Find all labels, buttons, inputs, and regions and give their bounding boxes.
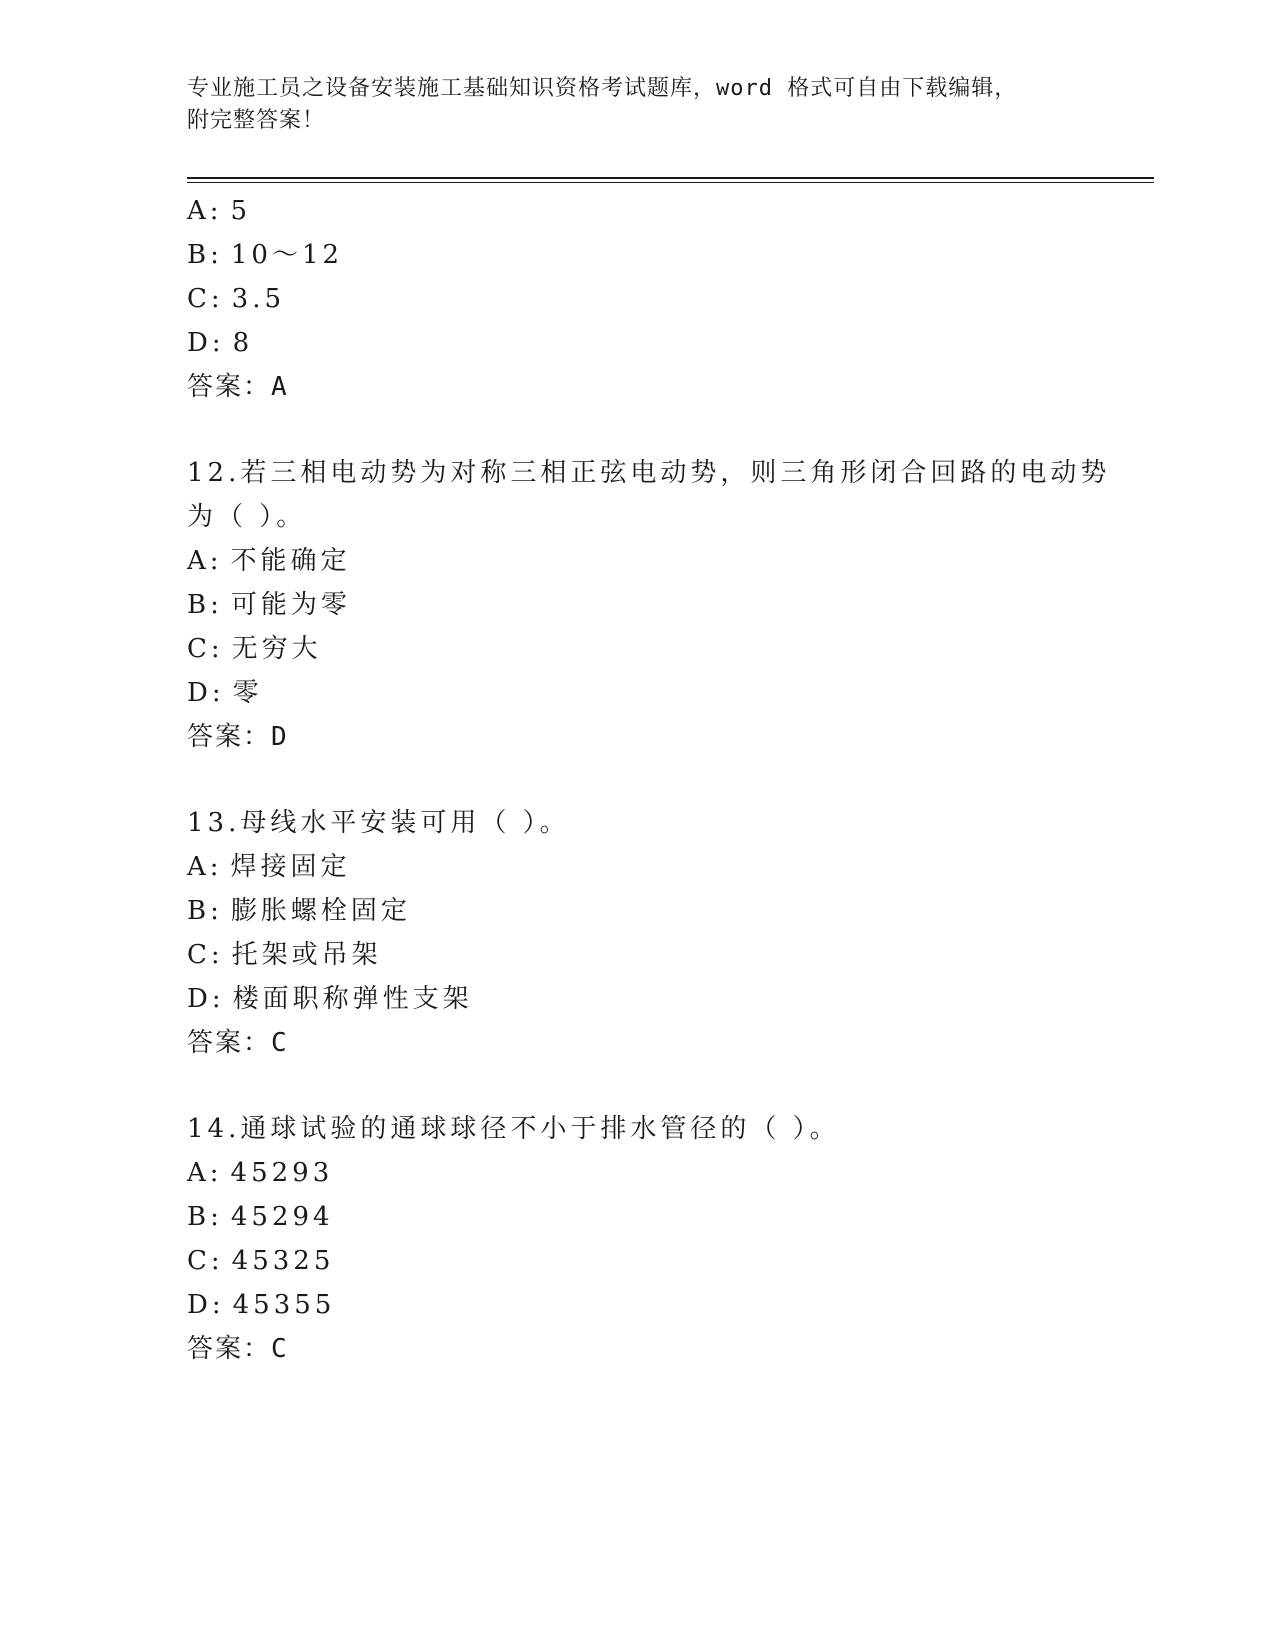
q13-option-b: B: 膨胀螺栓固定 [187,896,411,926]
q12-stem-line-2: 为（ ）。 [187,502,307,532]
option-letter: C [187,1246,211,1276]
option-letter: D [187,678,212,708]
option-letter: B [187,1202,211,1232]
option-text: 不能确定 [230,546,351,576]
option-text: 45294 [230,1202,334,1232]
answer-label: 答案： [187,1334,272,1364]
answer-label: 答案： [187,372,272,402]
answer-label: 答案： [187,722,272,752]
option-letter: B [187,896,211,926]
q11-option-d: D: 8 [187,328,254,358]
q13-option-d: D: 楼面职称弹性支架 [187,984,473,1014]
q12-option-c: C: 无穷大 [187,634,322,664]
option-letter: A [187,1158,210,1188]
header-rule-thick [187,177,1154,179]
option-letter: B [187,240,211,270]
q11-answer [187,370,289,404]
q14-stem-line-1: 14.通球试验的通球球径不小于排水管径的（ ）。 [187,1114,840,1144]
q14-option-a: A: 45293 [187,1158,334,1188]
option-text: 8 [232,328,254,358]
option-letter: D [187,1290,212,1320]
q12-option-b: B: 可能为零 [187,590,351,620]
option-text: 10～12 [230,240,344,270]
q11-option-b: B: 10～12 [187,240,344,270]
document-header [187,73,1087,137]
option-text: 楼面职称弹性支架 [232,984,473,1014]
option-text: 3.5 [231,284,286,314]
option-text: 5 [230,196,252,226]
q12-option-a: A: 不能确定 [187,546,351,576]
option-text: 焊接固定 [230,852,351,882]
q14-option-b: B: 45294 [187,1202,334,1232]
q13-answer [187,1026,289,1060]
header-line-1: 专业施工员之设备安装施工基础知识资格考试题库，word 格式可自由下载编辑， [187,76,1018,101]
q12-answer [187,720,289,754]
option-letter: D [187,328,212,358]
answer-value: D [271,722,289,752]
q12-option-d: D: 零 [187,678,263,708]
q14-answer [187,1332,289,1366]
q14-option-c: C: 45325 [187,1246,335,1276]
answer-label: 答案： [187,1028,272,1058]
option-letter: A [187,196,210,226]
q13-option-a: A: 焊接固定 [187,852,351,882]
answer-value: C [271,1028,289,1058]
option-letter: A [187,852,210,882]
option-text: 45325 [231,1246,335,1276]
option-text: 零 [232,678,263,708]
option-text: 膨胀螺栓固定 [230,896,411,926]
option-letter: D [187,984,212,1014]
option-text: 托架或吊架 [231,940,382,970]
option-text: 可能为零 [230,590,351,620]
option-text: 45293 [230,1158,334,1188]
option-letter: B [187,590,211,620]
q11-option-c: C: 3.5 [187,284,286,314]
q11-option-a: A: 5 [187,196,252,226]
option-text: 无穷大 [231,634,322,664]
q14-option-d: D: 45355 [187,1290,336,1320]
answer-value: A [271,372,289,402]
q13-option-c: C: 托架或吊架 [187,940,382,970]
q13-stem-line-1: 13.母线水平安装可用（ ）。 [187,808,570,838]
q12-stem-line-1: 12.若三相电动势为对称三相正弦电动势，则三角形闭合回路的电动势 [187,458,1111,488]
option-text: 45355 [232,1290,336,1320]
option-letter: C [187,284,211,314]
option-letter: C [187,634,211,664]
header-line-2: 附完整答案！ [187,108,326,133]
option-letter: A [187,546,210,576]
answer-value: C [271,1334,289,1364]
header-rule-thin [187,182,1154,183]
option-letter: C [187,940,211,970]
